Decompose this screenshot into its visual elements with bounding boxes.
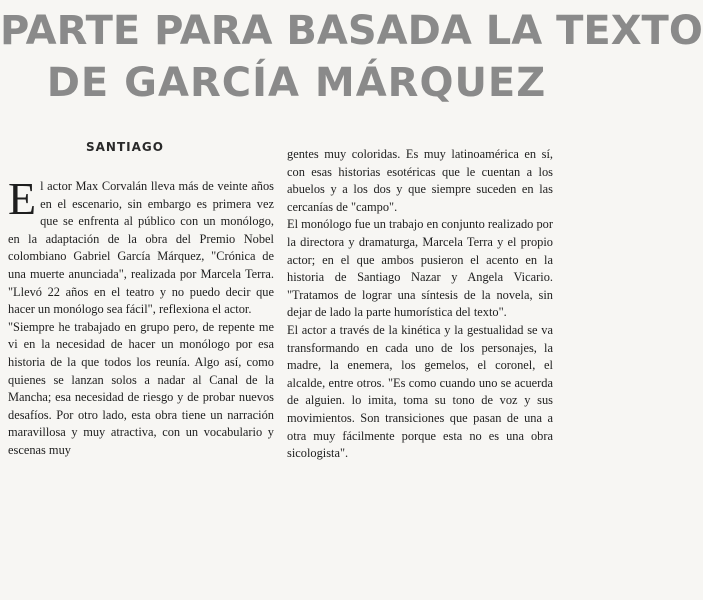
article-paragraph: gentes muy coloridas. Es muy latinoamérica en sí, con esas historias esotéricas que le cuentan a los abuelos y a los dos y que siempre suceden en las cercanías de "campo". [287,147,553,214]
byline: SANTIAGO [86,140,164,154]
drop-cap: E [8,173,37,224]
article-paragraph: El monólogo fue un trabajo en conjunto realizado por la directora y dramaturga, Marcela Terra y el propio actor; en el que ambos pusieron el acento en la historia de Santiago Nazar y Angela Vicario. "Tratamos de lograr una síntesis de la novela, sin dejar de lado la parte humorística del texto". [287,217,553,320]
article-paragraph: "Siempre he trabajado en grupo pero, de repente me vi en la necesidad de hacer un monólogo por esa historia de la que todos los reunía. Algo así, como quienes se lanzan solos a nadar al Canal de la Mancha; esa necesidad de riesgo y de probar nuevos desafíos. Por otro lado, esta obra tiene un narración maravillosa y muy atractiva, con un vocabulario y escenas muy [8,319,274,457]
article-column-right [287,146,553,598]
article-paragraph [8,173,274,319]
article-paragraph: El actor a través de la kinética y la gestualidad se va transformando en cada uno de los personajes, la madre, la enemera, los gemelos, el coronel, el alcalde, entre otros. "Es como cuando uno se acuerda de alguien. lo imita, toma su tono de voz y sus movimientos. Son transiciones que pasan de una a otra muy fácilmente porque esta no es una obra sicologista". [287,322,553,461]
paragraph-text: l actor Max Corvalán lleva más de veinte años en el escenario, sin embargo es primera vez que se enfrenta al público con un monólogo, en la adaptación de la obra del Premio Nobel colombiano Gabriel García Márquez, "Crónica de una muerte anunciada", realizada por Marcela Terra. "Llevó 22 años en el teatro y no puedo decir que hacer un monólogo sea fácil", reflexiona el actor. [8,179,274,317]
headline-line-2: DE GARCÍA MÁRQUEZ [46,60,547,106]
article-column-left [8,173,274,598]
headline-line-1: PARTE PARA BASADA LA TEXTO [0,8,703,54]
